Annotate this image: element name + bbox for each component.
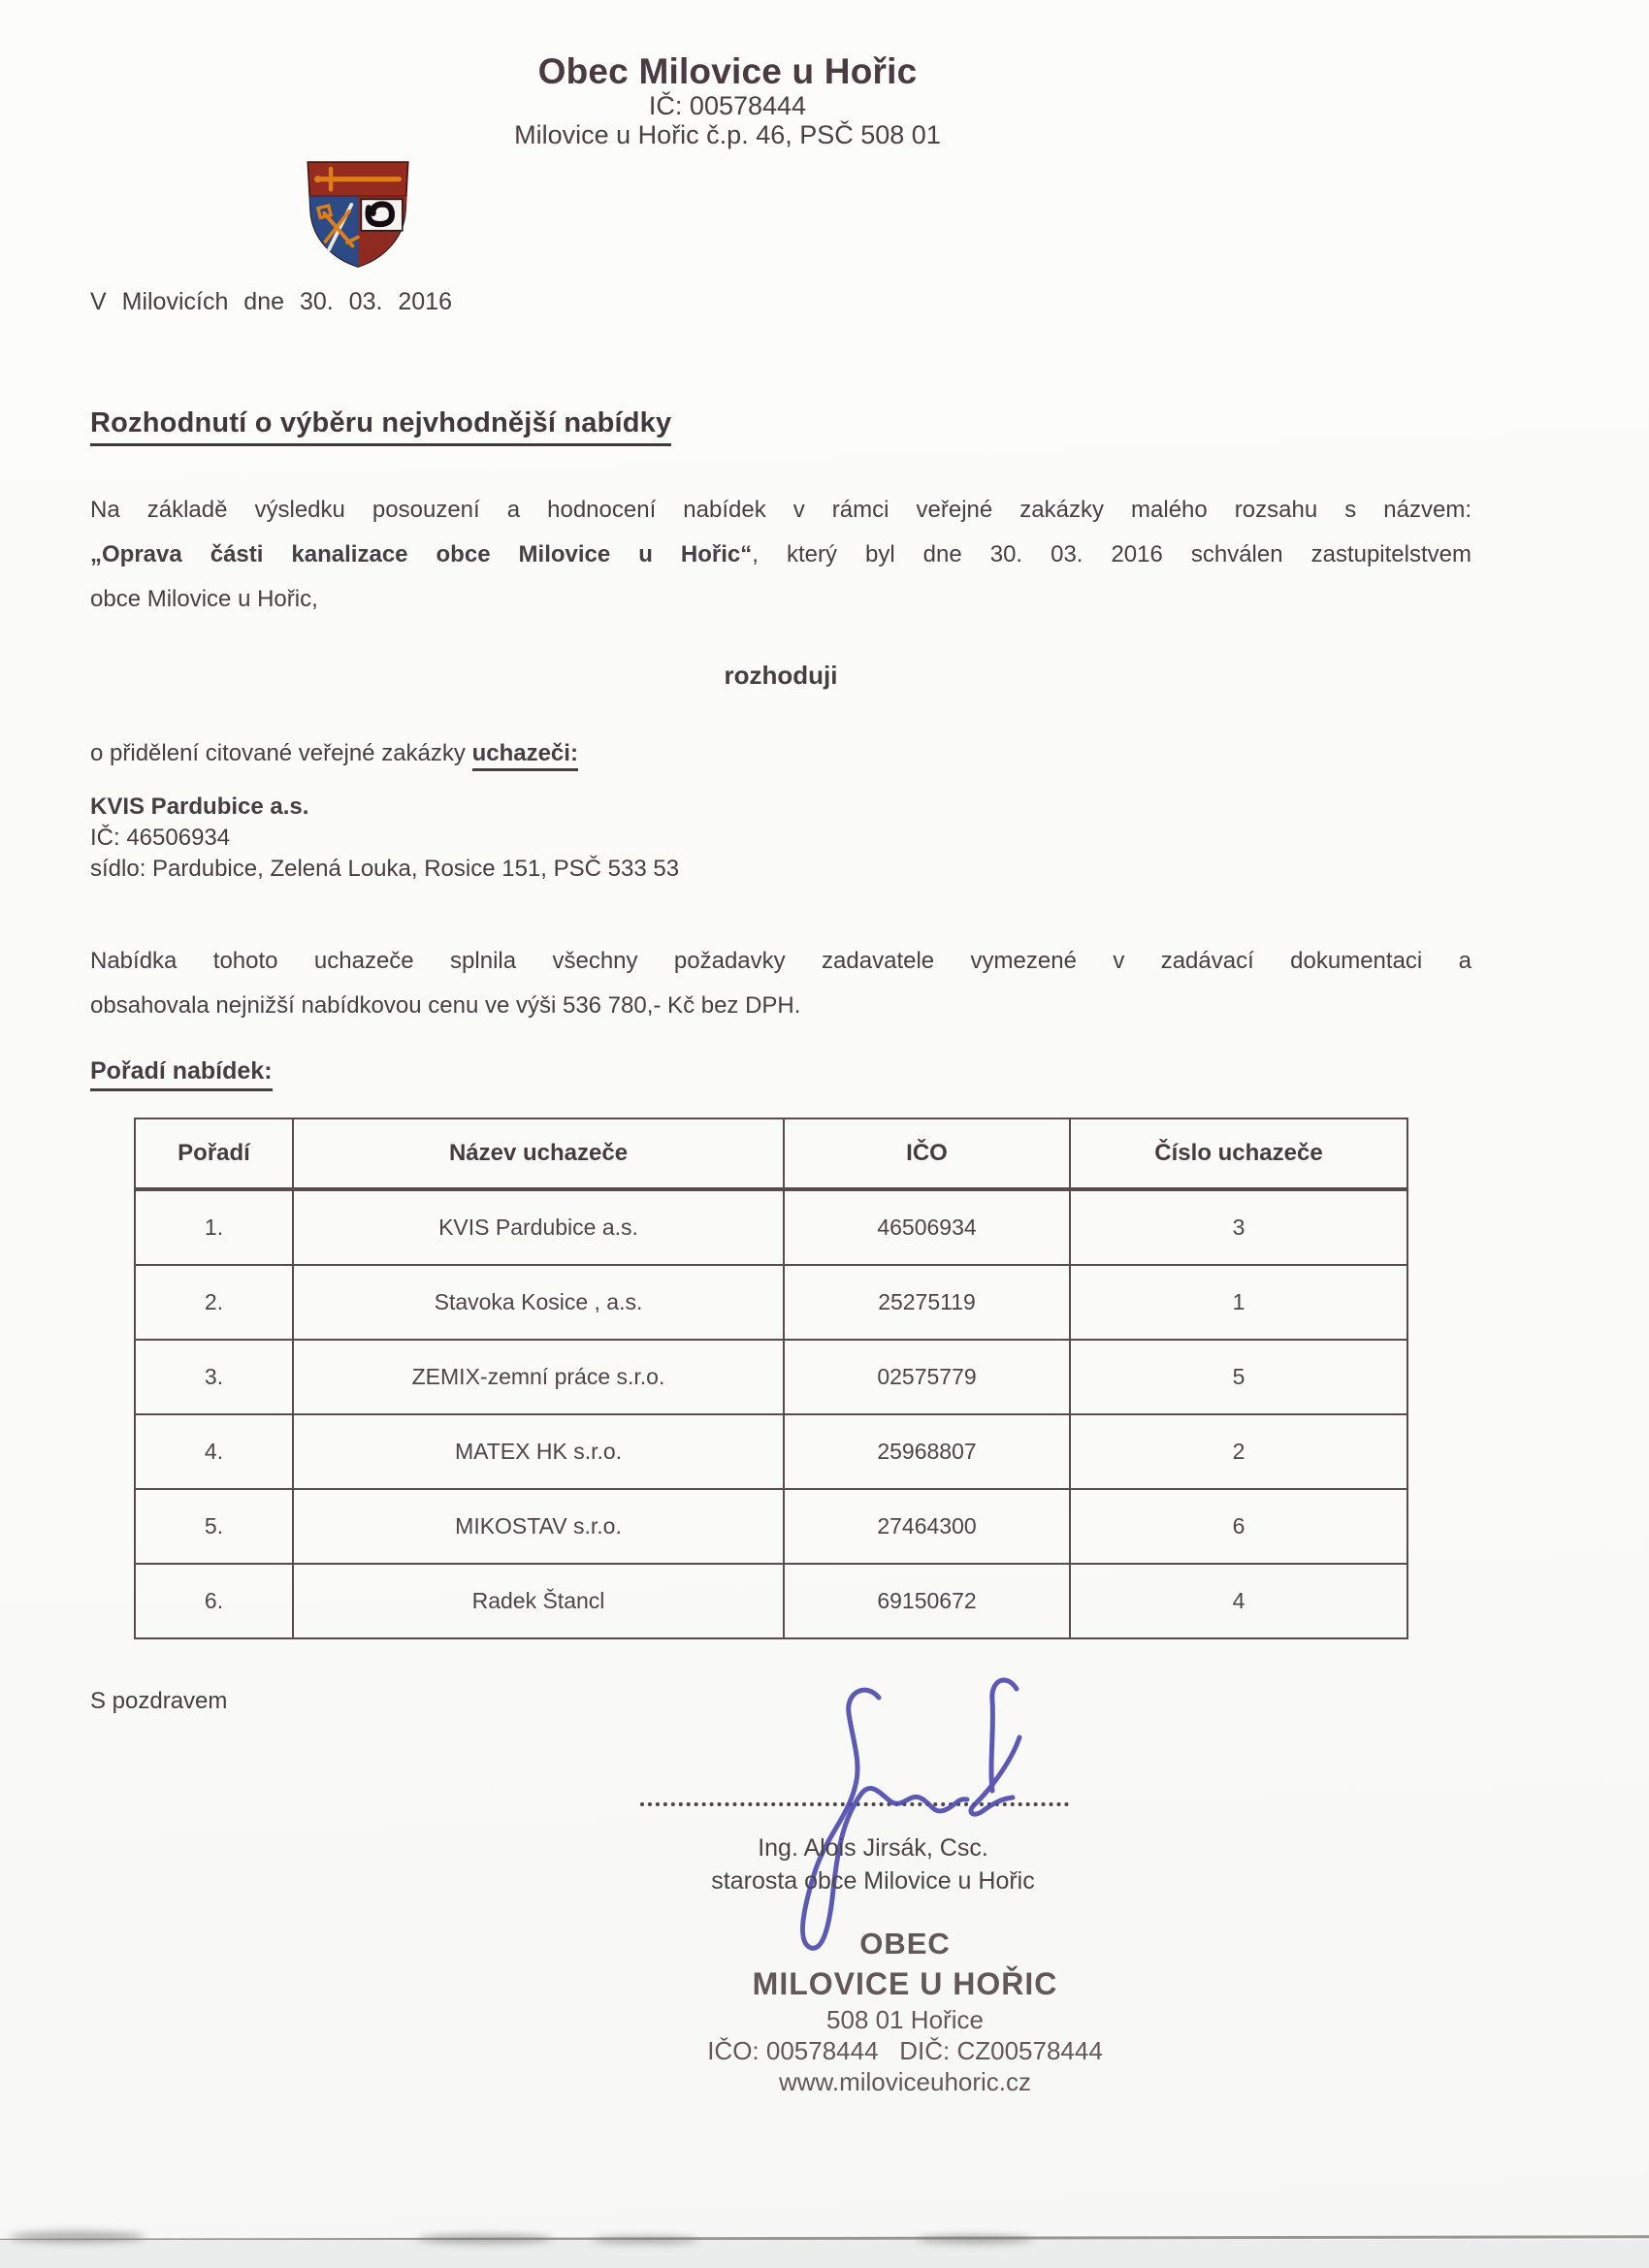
table-row bbox=[135, 1340, 1407, 1414]
scan-smudge bbox=[417, 2234, 553, 2244]
col-header-cislo: Číslo uchazeče bbox=[1070, 1118, 1407, 1189]
scan-background-strip bbox=[0, 2240, 1649, 2268]
signer-title: starosta obce Milovice u Hořic bbox=[711, 1867, 1035, 1895]
table-row bbox=[135, 1489, 1407, 1564]
contract-title: „Oprava části kanalizace obce Milovice u Hořic“ bbox=[90, 541, 753, 567]
intro-line-2 bbox=[90, 533, 1471, 577]
cell-number: 6 bbox=[1070, 1489, 1407, 1564]
rubber-stamp bbox=[663, 1925, 1148, 2097]
table-row bbox=[135, 1189, 1407, 1265]
col-header-ico: IČO bbox=[784, 1118, 1070, 1189]
winner-address: sídlo: Pardubice, Zelená Louka, Rosice 151, PSČ 533 53 bbox=[90, 856, 680, 882]
coat-of-arms-icon bbox=[304, 159, 412, 270]
col-header-poradi: Pořadí bbox=[135, 1118, 293, 1189]
evaluation-line-2: obsahovala nejnižší nabídkovou cenu ve výši 536 780,- Kč bez DPH. bbox=[90, 992, 801, 1019]
cell-bidder: MIKOSTAV s.r.o. bbox=[293, 1489, 784, 1564]
award-line bbox=[90, 740, 578, 767]
cell-number: 2 bbox=[1070, 1414, 1407, 1489]
org-id: IČ: 00578444 bbox=[648, 91, 807, 120]
winner-block bbox=[90, 792, 679, 885]
col-header-nazev: Název uchazeče bbox=[293, 1118, 784, 1189]
winner-ico: IČ: 46506934 bbox=[90, 825, 231, 851]
place-date-line: V Milovicích dne 30. 03. 2016 bbox=[90, 288, 452, 315]
intro-line-1: Na základě výsledku posouzení a hodnocení nabídek v rámci veřejné zakázky malého rozsahu s názvem: bbox=[90, 497, 1471, 523]
cell-bidder: Radek Štancl bbox=[293, 1564, 784, 1638]
cell-number: 3 bbox=[1070, 1189, 1407, 1265]
intro-paragraph bbox=[90, 488, 1471, 622]
org-name: Obec Milovice u Hořic bbox=[537, 51, 918, 91]
scan-smudge bbox=[10, 2231, 146, 2243]
cell-bidder: MATEX HK s.r.o. bbox=[293, 1414, 784, 1489]
signer-identity bbox=[630, 1831, 1116, 1897]
award-emphasis: uchazeči: bbox=[472, 740, 578, 771]
signer-name: Ing. Alois Jirsák, Csc. bbox=[758, 1834, 988, 1862]
cell-ico: 02575779 bbox=[784, 1340, 1070, 1414]
scan-smudge bbox=[592, 2236, 698, 2244]
cell-ico: 25968807 bbox=[784, 1414, 1070, 1489]
intro-line-2-rest: , který byl dne 30. 03. 2016 schválen zastupitelstvem bbox=[752, 541, 1471, 567]
closing-salutation: S pozdravem bbox=[90, 1688, 228, 1714]
evaluation-paragraph bbox=[90, 939, 1471, 1028]
stamp-ico-dic: IČO: 00578444 DIČ: CZ00578444 bbox=[707, 2036, 1103, 2065]
bids-table bbox=[134, 1118, 1408, 1639]
stamp-postal: 508 01 Hořice bbox=[826, 2005, 984, 2034]
stamp-obec: OBEC bbox=[859, 1927, 951, 1960]
cell-rank: 5. bbox=[135, 1489, 293, 1564]
cell-bidder: KVIS Pardubice a.s. bbox=[293, 1189, 784, 1265]
stamp-municipality: MILOVICE U HOŘIC bbox=[752, 1966, 1058, 2001]
cell-ico: 69150672 bbox=[784, 1564, 1070, 1638]
cell-number: 1 bbox=[1070, 1265, 1407, 1340]
letterhead bbox=[0, 52, 1455, 149]
cell-rank: 2. bbox=[135, 1265, 293, 1340]
cell-bidder: Stavoka Kosice , a.s. bbox=[293, 1265, 784, 1340]
stamp-website: www.miloviceuhoric.cz bbox=[778, 2067, 1032, 2096]
table-row bbox=[135, 1564, 1407, 1638]
cell-number: 4 bbox=[1070, 1564, 1407, 1638]
ranking-heading: Pořadí nabídek: bbox=[90, 1057, 273, 1091]
cell-rank: 1. bbox=[135, 1189, 293, 1265]
winner-name: KVIS Pardubice a.s. bbox=[90, 794, 309, 820]
subject-heading: Rozhodnutí o výběru nejvhodnější nabídky bbox=[90, 407, 671, 446]
award-prefix: o přidělení citované veřejné zakázky bbox=[90, 740, 472, 766]
decision-word: rozhoduji bbox=[724, 661, 838, 690]
intro-line-3: obce Milovice u Hořic, bbox=[90, 586, 318, 612]
cell-rank: 3. bbox=[135, 1340, 293, 1414]
table-row bbox=[135, 1265, 1407, 1340]
table-row bbox=[135, 1414, 1407, 1489]
cell-number: 5 bbox=[1070, 1340, 1407, 1414]
cell-rank: 4. bbox=[135, 1414, 293, 1489]
cell-ico: 46506934 bbox=[784, 1189, 1070, 1265]
evaluation-line-1: Nabídka tohoto uchazeče splnila všechny požadavky zadavatele vymezené v zadávací dokumentaci a bbox=[90, 948, 1471, 974]
scan-smudge bbox=[917, 2235, 1033, 2244]
cell-ico: 27464300 bbox=[784, 1489, 1070, 1564]
cell-ico: 25275119 bbox=[784, 1265, 1070, 1340]
cell-rank: 6. bbox=[135, 1564, 293, 1638]
cell-bidder: ZEMIX-zemní práce s.r.o. bbox=[293, 1340, 784, 1414]
handwritten-signature bbox=[737, 1639, 1067, 1969]
org-address: Milovice u Hořic č.p. 46, PSČ 508 01 bbox=[514, 120, 941, 149]
table-header-row bbox=[135, 1118, 1407, 1189]
